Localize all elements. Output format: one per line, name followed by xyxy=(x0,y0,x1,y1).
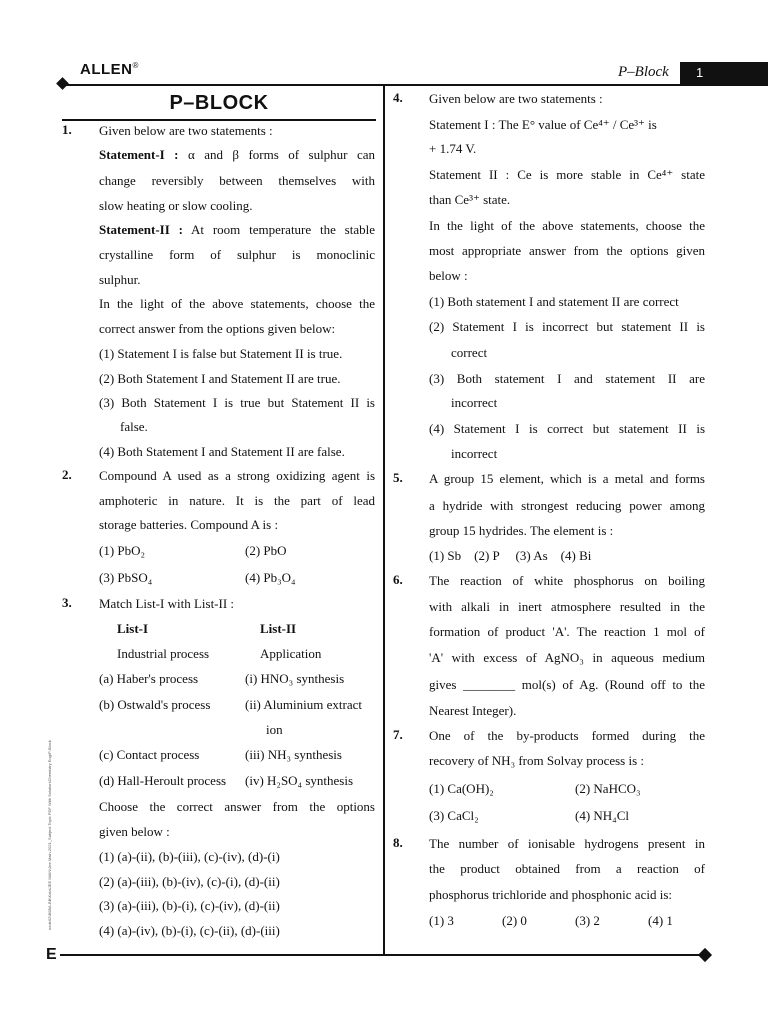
question-2-option-2: (2) PbO xyxy=(245,543,287,558)
question-1-statement-1-line-2: change reversibly between themselves with xyxy=(99,173,375,188)
question-7-option-1: (1) Ca(OH)₂ xyxy=(429,781,494,796)
question-6-line-4: 'A' with excess of AgNO₃ in aqueous medium xyxy=(429,650,705,665)
question-5-line-1: A group 15 element, which is a metal and forms xyxy=(429,471,705,486)
question-4-option-2-cont: correct xyxy=(451,345,488,360)
question-2-line-1: Compound A used as a strong oxidizing agent is xyxy=(99,468,375,483)
question-1-statement-1: Statement-I : α and β forms of sulphur can xyxy=(99,147,375,162)
column-divider xyxy=(383,84,385,954)
side-file-path: node02\B0BA-BB\Kota\JEE MAIN\Jee Main-2021_Subject Topic PDF With Solution\Chemistry Eng\P-Block xyxy=(47,740,52,930)
list-1-item-c: (c) Contact process xyxy=(99,747,200,762)
question-2-line-3: storage batteries. Compound A is : xyxy=(99,517,279,532)
list-1-heading: List-I xyxy=(117,621,149,636)
question-4-number: 4. xyxy=(393,90,403,105)
question-3-option-4: (4) (a)-(iv), (b)-(i), (c)-(ii), (d)-(iii) xyxy=(99,923,280,938)
question-5-line-3: group 15 hydrides. The element is : xyxy=(429,523,614,538)
question-2-option-3: (3) PbSO₄ xyxy=(99,570,153,585)
question-8-option-3: (3) 2 xyxy=(575,913,600,928)
question-5-number: 5. xyxy=(393,470,403,485)
question-4-intro: Given below are two statements : xyxy=(429,91,603,106)
list-1-item-b: (b) Ostwald's process xyxy=(99,697,211,712)
question-2-option-1: (1) PbO₂ xyxy=(99,543,146,558)
question-1-option-2: (2) Both Statement I and Statement II are true. xyxy=(99,371,341,386)
question-8-line-1: The number of ionisable hydrogens present in xyxy=(429,836,705,851)
question-2-line-2: amphoteric in nature. It is the part of lead xyxy=(99,493,375,508)
question-1-prompt: In the light of the above statements, choose the xyxy=(99,296,375,311)
question-4-statement-1-cont: + 1.74 V. xyxy=(429,141,477,156)
question-1-statement-1-line-3: slow heating or slow cooling. xyxy=(99,198,253,213)
question-4-option-4-cont: incorrect xyxy=(451,446,498,461)
question-6-line-5: gives ________ mol(s) of Ag. (Round off to the xyxy=(429,677,705,692)
question-8-option-2: (2) 0 xyxy=(502,913,527,928)
section-title: P–BLOCK xyxy=(169,92,269,114)
question-4-option-3: (3) Both statement I and statement II are xyxy=(429,371,705,386)
question-1-prompt-line-2: correct answer from the options given below: xyxy=(99,321,336,336)
question-1-number: 1. xyxy=(62,122,72,137)
header-title: P–Block xyxy=(618,64,669,80)
question-3-prompt: Choose the correct answer from the options xyxy=(99,799,375,814)
footer-rule xyxy=(60,954,703,956)
question-7-option-3: (3) CaCl₂ xyxy=(429,808,479,823)
footer-letter: E xyxy=(46,946,57,963)
list-1-subheading: Industrial process xyxy=(117,646,210,661)
list-2-item-iv: (iv) H₂SO₄ synthesis xyxy=(245,773,354,788)
question-2-option-4: (4) Pb₃O₄ xyxy=(245,570,296,585)
list-2-item-iii: (iii) NH₃ synthesis xyxy=(245,747,342,762)
question-1-option-3-cont: false. xyxy=(120,419,148,434)
question-4-statement-2: Statement II : Ce is more stable in Ce⁴⁺ state xyxy=(429,167,705,182)
title-rule xyxy=(62,119,376,121)
question-7-option-2: (2) NaHCO₃ xyxy=(575,781,641,796)
question-5-options: (1) Sb (2) P (3) As (4) Bi xyxy=(429,548,592,563)
question-5-line-2: a hydride with strongest reducing power among xyxy=(429,498,705,513)
question-1-statement-2-line-3: sulphur. xyxy=(99,272,141,287)
page-number: 1 xyxy=(696,65,704,80)
list-1-item-d: (d) Hall-Heroult process xyxy=(99,773,227,788)
list-2-item-ii-cont: ion xyxy=(266,722,283,737)
question-4-statement-1: Statement I : The E° value of Ce⁴⁺ / Ce³⁺ is xyxy=(429,117,657,132)
question-6-line-1: The reaction of white phosphorus on boiling xyxy=(429,573,705,588)
page-number-tab xyxy=(680,62,768,84)
question-6-line-6: Nearest Integer). xyxy=(429,703,517,718)
question-4-option-4: (4) Statement I is correct but statement II is xyxy=(429,421,705,436)
question-1-option-4: (4) Both Statement I and Statement II are false. xyxy=(99,444,345,459)
question-1-intro: Given below are two statements : xyxy=(99,123,273,138)
brand-logo: ALLEN® xyxy=(80,61,139,78)
question-7-option-4: (4) NH₄Cl xyxy=(575,808,629,823)
question-3-prompt-line-2: given below : xyxy=(99,824,170,839)
question-3-number: 3. xyxy=(62,595,72,610)
list-1-item-a: (a) Haber's process xyxy=(99,671,199,686)
question-8-line-2: the product obtained from a reaction of xyxy=(429,861,705,876)
question-4-prompt-line-2: most appropriate answer from the options given xyxy=(429,243,705,258)
question-6-number: 6. xyxy=(393,572,403,587)
question-1-option-3: (3) Both Statement I is true but Statement II is xyxy=(99,395,375,410)
question-1-option-1: (1) Statement I is false but Statement II is true. xyxy=(99,346,343,361)
question-6-line-2: with alkali in inert atmosphere resulted in the xyxy=(429,599,705,614)
list-2-item-i: (i) HNO₃ synthesis xyxy=(245,671,345,686)
question-8-line-3: phosphorus trichloride and phosphonic acid is: xyxy=(429,887,672,902)
question-3-intro: Match List-I with List-II : xyxy=(99,596,235,611)
question-7-line-2: recovery of NH₃ from Solvay process is : xyxy=(429,753,645,768)
question-4-statement-2-cont: than Ce³⁺ state. xyxy=(429,192,511,207)
question-7-line-1: One of the by-products formed during the xyxy=(429,728,705,743)
list-2-item-ii: (ii) Aluminium extract xyxy=(245,697,362,712)
question-7-number: 7. xyxy=(393,727,403,742)
question-1-statement-2: Statement-II : At room temperature the stable xyxy=(99,222,375,237)
question-8-number: 8. xyxy=(393,835,403,850)
question-8-option-1: (1) 3 xyxy=(429,913,454,928)
question-3-option-3: (3) (a)-(iii), (b)-(i), (c)-(iv), (d)-(ii) xyxy=(99,898,280,913)
question-4-prompt-line-3: below : xyxy=(429,268,468,283)
footer-diamond-icon xyxy=(698,948,712,962)
question-3-option-2: (2) (a)-(iii), (b)-(iv), (c)-(i), (d)-(ii) xyxy=(99,874,280,889)
question-4-prompt: In the light of the above statements, choose the xyxy=(429,218,705,233)
header-rule xyxy=(62,84,768,86)
question-6-line-3: formation of product 'A'. The reaction 1 mol of xyxy=(429,624,705,639)
question-4-option-1: (1) Both statement I and statement II are correct xyxy=(429,294,679,309)
list-2-heading: List-II xyxy=(260,621,297,636)
question-2-number: 2. xyxy=(62,467,72,482)
question-4-option-3-cont: incorrect xyxy=(451,395,498,410)
list-2-subheading: Application xyxy=(260,646,322,661)
question-1-statement-2-line-2: crystalline form of sulphur is monoclinic xyxy=(99,247,375,262)
question-3-option-1: (1) (a)-(ii), (b)-(iii), (c)-(iv), (d)-(i) xyxy=(99,849,280,864)
question-4-option-2: (2) Statement I is incorrect but statement II is xyxy=(429,319,705,334)
question-8-option-4: (4) 1 xyxy=(648,913,673,928)
